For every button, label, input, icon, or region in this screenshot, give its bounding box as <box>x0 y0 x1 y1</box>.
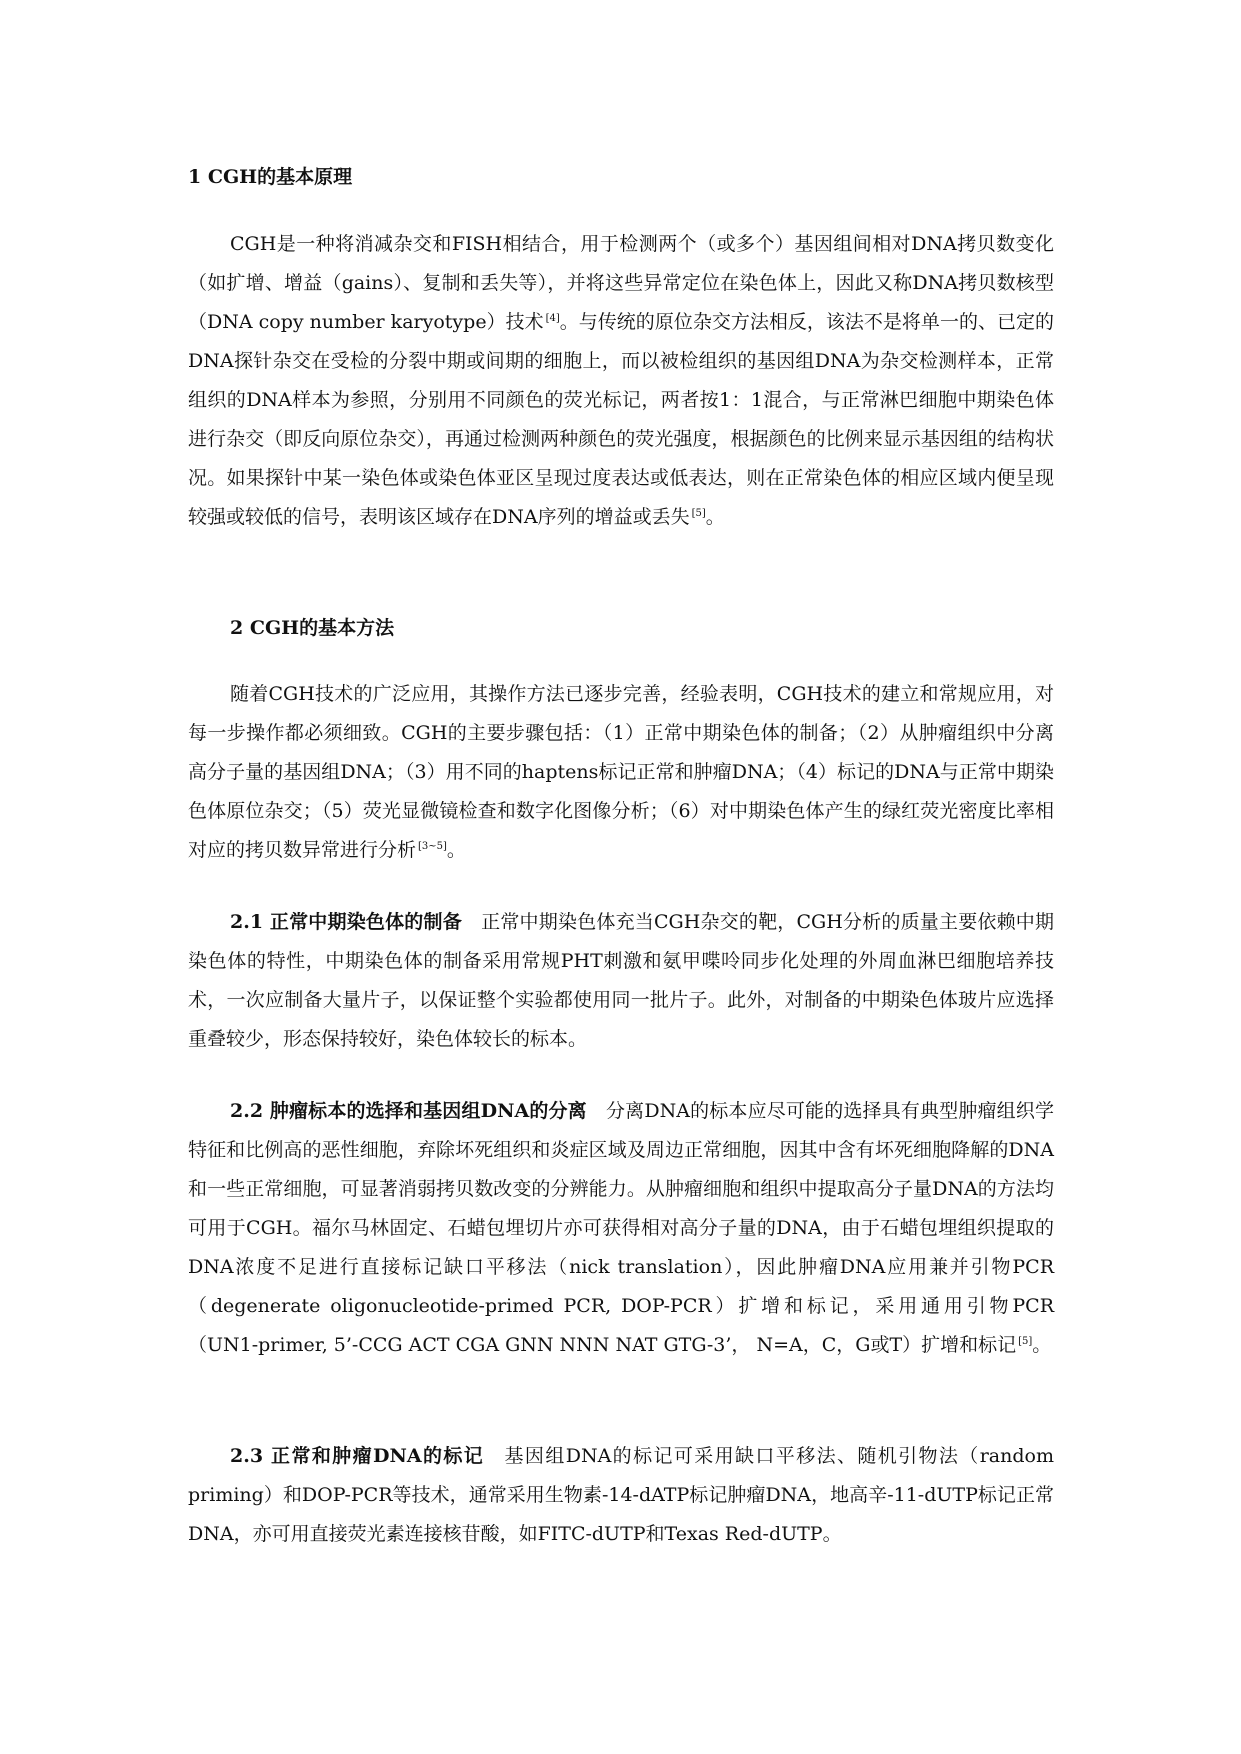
citation-ref: [3~5] <box>418 840 447 852</box>
section-2-1-title: 2.1 正常中期染色体的制备 <box>230 911 462 933</box>
section-1-text-c: 。 <box>705 506 725 528</box>
section-1-text-b: 。与传统的原位杂交方法相反，该法不是将单一的、已定的DNA探针杂交在受检的分裂中期或间期的细胞上，而以被检组织的基因组DNA为杂交检测样本，正常组织的DNA样本为参照，分别用不同颜色的荧光标记，两者按1：1混合，与正常淋巴细胞中期染色体进行杂交（即反向原位杂交），再通过检测两种颜色的荧光强度，根据颜色的比例来显示基因组的结构状况。如果探针中某一染色体或染色体亚区呈现过度表达或低表达，则在正常染色体的相应区域内便呈现较强或较低的信号，表明该区域存在DNA序列的增益或丢失 <box>188 311 1054 528</box>
section-2-3-text: 基因组DNA的标记可采用缺口平移法、随机引物法（random priming）和DOP-PCR等技术，通常采用生物素-14-dATP标记肿瘤DNA，地高辛-11-dUTP标记正常DNA，亦可用直接荧光素连接核苷酸，如FITC-dUTP和Texas Red-dUTP。 <box>188 1445 1054 1545</box>
section-2-1-text: 正常中期染色体充当CGH杂交的靶，CGH分析的质量主要依赖中期染色体的特性，中期染色体的制备采用常规PHT刺激和氨甲喋呤同步化处理的外周血淋巴细胞培养技术，一次应制备大量片子，以保证整个实验都使用同一批片子。此外，对制备的中期染色体玻片应选择重叠较少，形态保持较好，染色体较长的标本。 <box>188 911 1055 1050</box>
section-2-2-paragraph <box>188 1092 1054 1365</box>
section-1-text-a: CGH是一种将消减杂交和FISH相结合，用于检测两个（或多个）基因组间相对DNA拷贝数变化（如扩增、增益（gains）、复制和丢失等），并将这些异常定位在染色体上，因此又称DNA拷贝数核型（DNA copy number karyotype）技术 <box>188 233 1054 333</box>
section-1-paragraph <box>188 225 1054 537</box>
citation-ref: [5] <box>1018 1335 1033 1347</box>
section-2-heading: 2 CGH的基本方法 <box>230 617 395 639</box>
section-2-2-title: 2.2 肿瘤标本的选择和基因组DNA的分离 <box>230 1100 587 1122</box>
section-2-2-text-a: 分离DNA的标本应尽可能的选择具有典型肿瘤组织学特征和比例高的恶性细胞，弃除坏死组织和炎症区域及周边正常细胞，因其中含有坏死细胞降解的DNA和一些正常细胞，可显著消弱拷贝数改变的分辨能力。从肿瘤细胞和组织中提取高分子量DNA的方法均可用于CGH。福尔马林固定、石蜡包埋切片亦可获得相对高分子量的DNA，由于石蜡包埋组织提取的DNA浓度不足进行直接标记缺口平移法（nick translation），因此肿瘤DNA应用兼并引物PCR（degenerate oligonucleotide-primed PCR, DOP-PCR）扩增和标记，采用通用引物PCR（UN1-primer, 5’-CCG ACT CGA GNN NNN NAT GTG-3’， N=A，C，G或T）扩增和标记 <box>188 1100 1054 1356</box>
section-2-2-text-b: 。 <box>1032 1334 1052 1356</box>
citation-ref: [4] <box>545 312 560 324</box>
section-2-text-a: 随着CGH技术的广泛应用，其操作方法已逐步完善，经验表明，CGH技术的建立和常规应用，对每一步操作都必须细致。CGH的主要步骤包括：（1）正常中期染色体的制备；（2）从肿瘤组织中分离高分子量的基因组DNA；（3）用不同的haptens标记正常和肿瘤DNA；（4）标记的DNA与正常中期染色体原位杂交；（5）荧光显微镜检查和数字化图像分析；（6）对中期染色体产生的绿红荧光密度比率相对应的拷贝数异常进行分析 <box>188 683 1054 861</box>
citation-ref: [5] <box>691 507 706 519</box>
section-2-3-title: 2.3 正常和肿瘤DNA的标记 <box>230 1445 485 1467</box>
section-2-1-paragraph <box>188 903 1054 1059</box>
section-1-heading: 1 CGH的基本原理 <box>188 166 353 188</box>
section-2-paragraph <box>188 675 1054 870</box>
section-2-3-paragraph <box>188 1437 1054 1554</box>
section-2-text-b: 。 <box>446 839 466 861</box>
